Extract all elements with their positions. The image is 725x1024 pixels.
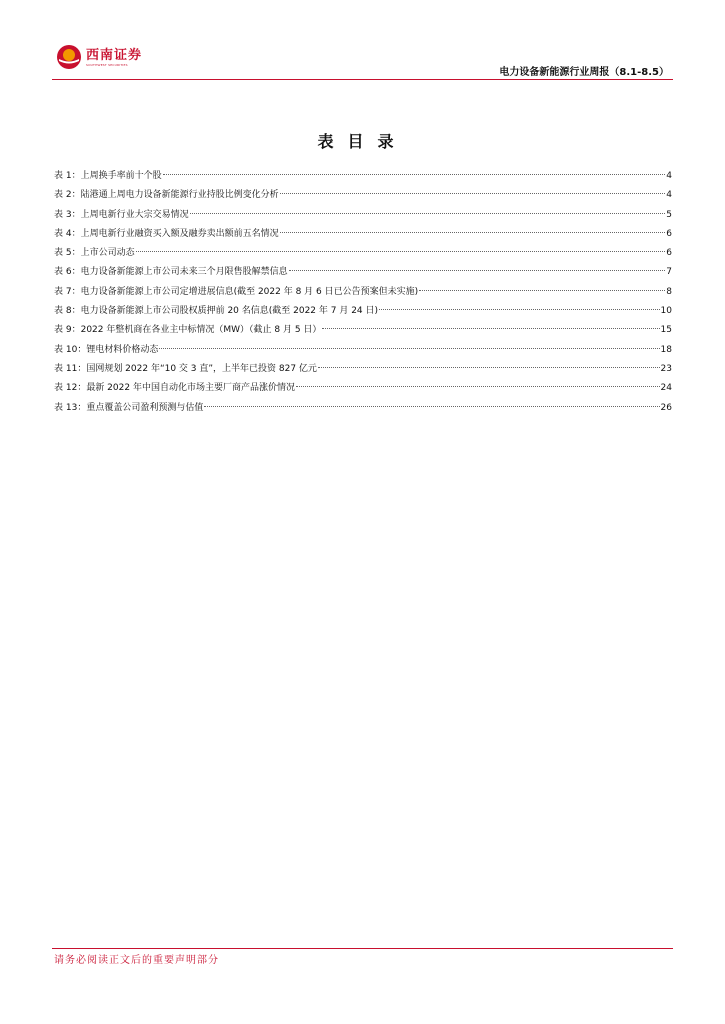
toc-entry-page: 6 xyxy=(666,248,672,259)
toc-entry-label: 表 5：上市公司动态 xyxy=(54,248,135,259)
toc-entry[interactable] xyxy=(54,341,672,360)
company-logo xyxy=(56,44,142,70)
toc-entry-label: 表 13：重点覆盖公司盈利预测与估值 xyxy=(54,402,204,413)
toc-entry-page: 24 xyxy=(660,383,672,394)
toc-entry-label: 表 12：最新 2022 年中国自动化市场主要厂商产品涨价情况 xyxy=(54,383,295,394)
toc-entry-page: 4 xyxy=(666,190,672,201)
sun-logo-icon xyxy=(56,44,82,70)
toc-list xyxy=(54,167,672,418)
toc-entry[interactable] xyxy=(54,244,672,263)
toc-entry-page: 5 xyxy=(666,209,672,220)
dot-leader xyxy=(204,406,659,407)
toc-entry[interactable] xyxy=(54,206,672,225)
report-title: 电力设备新能源行业周报（8.1-8.5） xyxy=(499,67,669,78)
toc-entry[interactable] xyxy=(54,263,672,282)
toc-entry-page: 6 xyxy=(666,228,672,239)
logo-text-cn: 西南证券 xyxy=(86,47,143,63)
logo-text-en: SOUTHWEST SECURITIES xyxy=(86,62,128,67)
dot-leader xyxy=(419,290,665,291)
toc-entry-page: 18 xyxy=(660,344,672,355)
dot-leader xyxy=(163,174,666,175)
toc-entry-label: 表 3：上周电新行业大宗交易情况 xyxy=(54,209,189,220)
dot-leader xyxy=(322,328,659,329)
toc-entry-label: 表 2：陆港通上周电力设备新能源行业持股比例变化分析 xyxy=(54,190,279,201)
toc-entry-page: 4 xyxy=(666,171,672,181)
toc-entry-page: 15 xyxy=(660,325,672,336)
dot-leader xyxy=(379,309,660,310)
header-divider xyxy=(52,79,673,80)
toc-entry-page: 23 xyxy=(660,363,672,374)
toc-entry-label: 表 1：上周换手率前十个股 xyxy=(54,171,162,181)
dot-leader xyxy=(190,213,666,214)
dot-leader xyxy=(136,251,666,252)
toc-entry[interactable] xyxy=(54,379,672,398)
toc-entry[interactable] xyxy=(54,167,672,186)
dot-leader xyxy=(296,386,660,387)
toc-entry[interactable] xyxy=(54,283,672,302)
toc-entry-page: 10 xyxy=(660,306,672,317)
toc-entry-label: 表 10：锂电材料价格动态 xyxy=(54,344,159,355)
footer-divider xyxy=(52,948,673,949)
toc-entry-page: 26 xyxy=(660,402,672,413)
toc-entry-page: 8 xyxy=(666,286,672,297)
toc-entry[interactable] xyxy=(54,186,672,205)
dot-leader xyxy=(280,232,666,233)
toc-entry[interactable] xyxy=(54,360,672,379)
dot-leader xyxy=(280,193,666,194)
dot-leader xyxy=(318,367,660,368)
toc-title: 表目录 xyxy=(317,132,408,151)
toc-entry[interactable] xyxy=(54,399,672,418)
toc-entry-label: 表 4：上周电新行业融资买入额及融券卖出额前五名情况 xyxy=(54,228,279,239)
toc-entry-page: 7 xyxy=(666,267,672,278)
dot-leader xyxy=(289,270,666,271)
toc-entry-label: 表 9：2022 年整机商在各业主中标情况（MW）（截止 8 月 5 日） xyxy=(54,325,322,336)
toc-entry-label: 表 7：电力设备新能源上市公司定增进展信息(截至 2022 年 8 月 6 日已公告预案但未实施) xyxy=(54,286,419,297)
toc-entry[interactable] xyxy=(54,225,672,244)
toc-entry-label: 表 11：国网规划 2022 年“10 交 3 直”，上半年已投资 827 亿元 xyxy=(54,363,317,374)
toc-entry-label: 表 6：电力设备新能源上市公司未来三个月限售股解禁信息 xyxy=(54,267,288,278)
dot-leader xyxy=(159,348,659,349)
toc-entry[interactable] xyxy=(54,302,672,321)
footer-disclaimer: 请务必阅读正文后的重要声明部分 xyxy=(54,955,219,966)
toc-entry-label: 表 8：电力设备新能源上市公司股权质押前 20 名信息(截至 2022 年 7 月 24 日) xyxy=(54,306,379,317)
toc-entry[interactable] xyxy=(54,321,672,340)
